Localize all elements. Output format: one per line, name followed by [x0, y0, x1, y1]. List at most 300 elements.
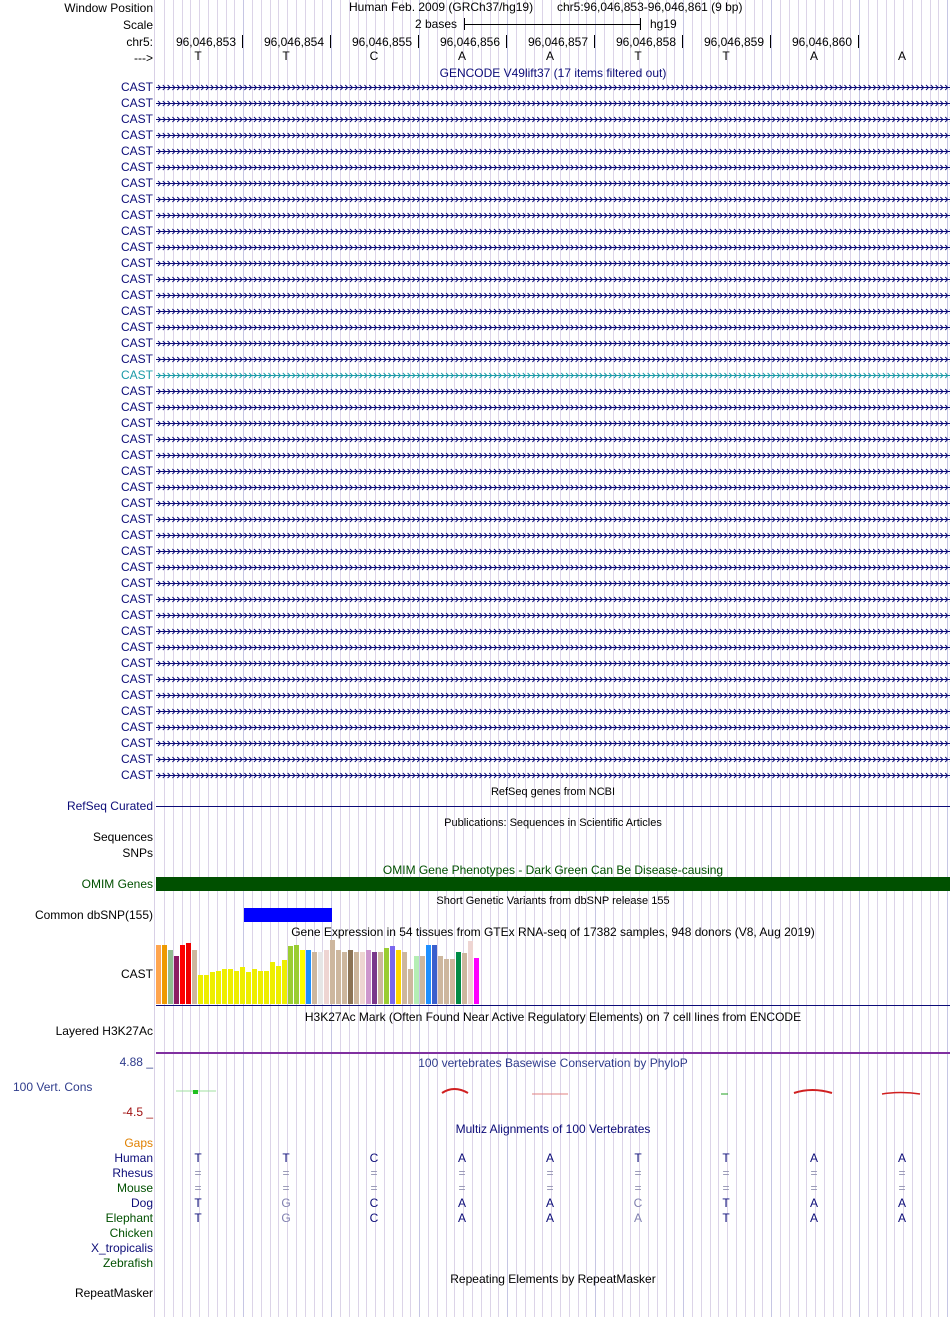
repeatmasker-title: Repeating Elements by RepeatMasker — [450, 1272, 656, 1286]
phylop-label[interactable]: 100 Vert. Cons — [13, 1080, 93, 1094]
gtex-tissue-bar[interactable] — [192, 950, 197, 1004]
refseq-title: RefSeq genes from NCBI — [490, 786, 616, 798]
gtex-tissue-bar[interactable] — [408, 969, 413, 1004]
transcript-line[interactable] — [156, 720, 950, 734]
alignment-base: A — [897, 1211, 906, 1225]
transcript-row[interactable] — [156, 528, 950, 542]
base-letter: A — [457, 49, 466, 63]
gtex-tissue-bar[interactable] — [180, 945, 185, 1004]
alignment-base: = — [722, 1166, 730, 1180]
transcript-line[interactable] — [156, 384, 950, 398]
h3k27ac-label[interactable]: Layered H3K27Ac — [55, 1024, 153, 1038]
transcript-row[interactable] — [156, 192, 950, 206]
gtex-tissue-bar[interactable] — [426, 945, 431, 1004]
ruler-tick-label: 96,046,859 — [703, 35, 764, 49]
phylop-segment — [442, 1089, 468, 1093]
transcript-label[interactable]: CAST — [120, 368, 153, 382]
gtex-tissue-bar[interactable] — [222, 969, 227, 1004]
transcript-row[interactable] — [156, 112, 950, 126]
species-label[interactable]: X_tropicalis — [90, 1241, 153, 1255]
refseq-label[interactable]: RefSeq Curated — [66, 799, 153, 813]
gtex-tissue-bar[interactable] — [444, 959, 449, 1004]
phylop-min-label: -4.5 _ — [122, 1105, 153, 1119]
transcript-label[interactable]: CAST — [120, 528, 153, 542]
gtex-tissue-bar[interactable] — [432, 945, 437, 1004]
transcript-line[interactable] — [156, 624, 950, 638]
transcript-line[interactable] — [156, 576, 950, 590]
transcript-row[interactable] — [156, 336, 950, 350]
transcript-line[interactable] — [156, 160, 950, 174]
alignment-base: = — [722, 1181, 730, 1195]
transcript-line[interactable] — [156, 544, 950, 558]
alignment-base: C — [369, 1196, 379, 1210]
transcript-label[interactable]: CAST — [120, 416, 153, 430]
assembly-title: Human Feb. 2009 (GRCh37/hg19) — [349, 0, 534, 14]
gtex-tissue-bar[interactable] — [312, 952, 317, 1004]
alignment-base: T — [282, 1151, 290, 1165]
base-letter: C — [369, 49, 379, 63]
transcript-row[interactable] — [156, 464, 950, 478]
transcript-line[interactable] — [156, 112, 950, 126]
scale-bar — [464, 17, 641, 31]
alignment-base: C — [633, 1196, 643, 1210]
gtex-tissue-bar[interactable] — [168, 950, 173, 1004]
transcript-label[interactable]: CAST — [120, 464, 153, 478]
gtex-tissue-bar[interactable] — [270, 962, 275, 1004]
transcript-row[interactable] — [156, 432, 950, 446]
h3k27ac-title: H3K27Ac Mark (Often Found Near Active Regulatory Elements) on 7 cell lines from ENCODE — [304, 1010, 802, 1024]
transcript-line[interactable] — [156, 192, 950, 206]
transcript-line[interactable] — [156, 304, 950, 318]
transcript-line[interactable] — [156, 688, 950, 702]
transcript-row[interactable] — [156, 352, 950, 366]
transcript-line[interactable] — [156, 416, 950, 430]
transcript-line[interactable] — [156, 560, 950, 574]
alignment-base: C — [369, 1211, 379, 1225]
transcript-row[interactable] — [156, 240, 950, 254]
base-letter: A — [897, 49, 906, 63]
gtex-tissue-bar[interactable] — [468, 941, 473, 1004]
ruler-tick-label: 96,046,855 — [351, 35, 412, 49]
gtex-tissue-bar[interactable] — [186, 943, 191, 1004]
gtex-tissue-bar[interactable] — [420, 956, 425, 1004]
transcript-label[interactable]: CAST — [120, 752, 153, 766]
species-label[interactable]: Elephant — [105, 1211, 153, 1225]
gtex-tissue-bar[interactable] — [252, 969, 257, 1004]
gtex-tissue-bar[interactable] — [306, 950, 311, 1004]
alignment-base: G — [281, 1196, 291, 1210]
transcript-row[interactable] — [156, 544, 950, 558]
transcript-label[interactable]: CAST — [120, 304, 153, 318]
transcript-row[interactable] — [156, 672, 950, 686]
gtex-tissue-bar[interactable] — [324, 950, 329, 1004]
sequences-label[interactable]: Sequences — [92, 830, 153, 844]
transcript-label[interactable]: CAST — [120, 576, 153, 590]
gtex-tissue-bar[interactable] — [366, 950, 371, 1004]
gaps-label[interactable]: Gaps — [124, 1136, 153, 1150]
transcript-line[interactable] — [156, 448, 950, 462]
transcript-row[interactable] — [156, 80, 950, 94]
transcript-line[interactable] — [156, 704, 950, 718]
transcript-line[interactable] — [156, 400, 950, 414]
transcript-label[interactable]: CAST — [120, 400, 153, 414]
ruler-tick — [770, 35, 771, 48]
alignment-base: A — [545, 1196, 554, 1210]
db-label: hg19 — [650, 17, 677, 31]
gtex-tissue-bar[interactable] — [396, 950, 401, 1004]
transcript-label[interactable]: CAST — [120, 672, 153, 686]
dbsnp-title: Short Genetic Variants from dbSNP release 155 — [436, 895, 670, 907]
transcript-line[interactable] — [156, 272, 950, 286]
alignment-base: A — [897, 1151, 906, 1165]
transcript-row[interactable] — [156, 96, 950, 110]
alignment-base: = — [194, 1181, 202, 1195]
alignment-base: = — [898, 1181, 906, 1195]
alignment-base: A — [457, 1151, 466, 1165]
transcript-row[interactable] — [156, 640, 950, 654]
gtex-tissue-bar[interactable] — [462, 953, 467, 1004]
alignment-base: A — [809, 1211, 818, 1225]
ruler-tick-label: 96,046,856 — [439, 35, 500, 49]
transcript-row[interactable] — [156, 688, 950, 702]
species-label[interactable]: Human — [114, 1151, 153, 1165]
gtex-tissue-bar[interactable] — [360, 952, 365, 1004]
alignment-base: = — [634, 1181, 642, 1195]
transcript-row[interactable] — [156, 208, 950, 222]
gtex-tissue-bar[interactable] — [174, 956, 179, 1004]
gtex-tissue-bar[interactable] — [438, 956, 443, 1004]
transcript-label[interactable]: CAST — [120, 496, 153, 510]
alignment-base: = — [634, 1166, 642, 1180]
transcript-row[interactable] — [156, 256, 950, 270]
transcript-line[interactable] — [156, 640, 950, 654]
repeatmasker-label[interactable]: RepeatMasker — [74, 1286, 153, 1300]
transcript-row[interactable] — [156, 592, 950, 606]
gtex-tissue-bar[interactable] — [276, 966, 281, 1004]
transcript-row[interactable] — [156, 480, 950, 494]
alignment-base: A — [633, 1211, 642, 1225]
strand-label: ---> — [134, 51, 153, 65]
gtex-tissue-bar[interactable] — [198, 975, 203, 1004]
gtex-tissue-bar[interactable] — [156, 945, 161, 1004]
gtex-tissue-bar[interactable] — [228, 969, 233, 1004]
gtex-baseline — [156, 1005, 950, 1006]
alignment-base: A — [897, 1196, 906, 1210]
gtex-tissue-bar[interactable] — [378, 952, 383, 1004]
transcript-label[interactable]: CAST — [120, 192, 153, 206]
alignment-base: = — [458, 1181, 466, 1195]
transcript-label[interactable]: CAST — [120, 80, 153, 94]
gtex-tissue-bar[interactable] — [318, 952, 323, 1004]
gtex-tissue-bar[interactable] — [330, 940, 335, 1004]
phylop-title: 100 vertebrates Basewise Conservation by PhyloP — [418, 1056, 688, 1070]
alignment-base: = — [282, 1181, 290, 1195]
transcript-row[interactable] — [156, 320, 950, 334]
refseq-line[interactable] — [156, 806, 950, 807]
transcript-line[interactable] — [156, 480, 950, 494]
gtex-bar-chart[interactable] — [156, 940, 556, 1004]
alignment-base: A — [457, 1196, 466, 1210]
phylop-segment — [794, 1090, 832, 1093]
ruler-tick-label: 96,046,858 — [615, 35, 676, 49]
alignment-base: = — [370, 1181, 378, 1195]
gtex-tissue-bar[interactable] — [348, 950, 353, 1004]
transcript-row[interactable] — [156, 288, 950, 302]
chrom-label: chr5: — [126, 35, 153, 49]
transcript-label[interactable]: CAST — [120, 704, 153, 718]
transcript-label[interactable]: CAST — [120, 224, 153, 238]
transcript-line[interactable] — [156, 528, 950, 542]
transcript-line[interactable] — [156, 176, 950, 190]
gtex-tissue-bar[interactable] — [282, 960, 287, 1004]
transcript-row[interactable] — [156, 304, 950, 318]
alignment-base: T — [194, 1151, 202, 1165]
transcript-label[interactable]: CAST — [120, 608, 153, 622]
gtex-tissue-bar[interactable] — [414, 956, 419, 1004]
transcript-row[interactable] — [156, 224, 950, 238]
alignment-base: T — [194, 1196, 202, 1210]
alignment-base: = — [810, 1181, 818, 1195]
gtex-tissue-bar[interactable] — [450, 959, 455, 1004]
h3k27ac-line[interactable] — [156, 1052, 950, 1054]
transcript-row[interactable] — [156, 656, 950, 670]
alignment-base: T — [722, 1196, 730, 1210]
omim-bar[interactable] — [156, 877, 950, 891]
alignment-base: A — [457, 1211, 466, 1225]
gtex-tissue-bar[interactable] — [294, 945, 299, 1004]
transcript-label[interactable]: CAST — [120, 272, 153, 286]
transcript-label[interactable]: CAST — [120, 512, 153, 526]
alignment-base: = — [194, 1166, 202, 1180]
gtex-tissue-bar[interactable] — [204, 975, 209, 1004]
ruler-tick-label: 96,046,857 — [527, 35, 588, 49]
gtex-tissue-bar[interactable] — [474, 958, 479, 1004]
transcript-label[interactable]: CAST — [120, 96, 153, 110]
transcript-line[interactable] — [156, 768, 950, 782]
alignment-base: T — [722, 1211, 730, 1225]
gtex-tissue-bar[interactable] — [336, 950, 341, 1004]
transcript-line[interactable] — [156, 592, 950, 606]
transcript-row[interactable] — [156, 624, 950, 638]
omim-label[interactable]: OMIM Genes — [81, 877, 153, 891]
gtex-title: Gene Expression in 54 tissues from GTEx RNA-seq of 17382 samples, 948 donors (V8, Aug 2019) — [291, 925, 815, 939]
transcript-line[interactable] — [156, 96, 950, 110]
transcript-row[interactable] — [156, 368, 950, 382]
transcript-row[interactable] — [156, 272, 950, 286]
transcript-label[interactable]: CAST — [120, 240, 153, 254]
alignment-base: = — [370, 1166, 378, 1180]
transcript-label[interactable]: CAST — [120, 544, 153, 558]
transcript-label[interactable]: CAST — [120, 384, 153, 398]
gencode-title: GENCODE V49lift37 (17 items filtered out) — [439, 66, 667, 80]
ruler-tick — [330, 35, 331, 48]
transcript-label[interactable]: CAST — [120, 320, 153, 334]
transcript-label[interactable]: CAST — [120, 144, 153, 158]
label-divider — [154, 0, 155, 1317]
alignment-base: = — [898, 1166, 906, 1180]
ruler-tick-label: 96,046,854 — [263, 35, 324, 49]
transcript-label[interactable]: CAST — [120, 624, 153, 638]
gtex-tissue-bar[interactable] — [456, 952, 461, 1004]
transcript-label[interactable]: CAST — [120, 736, 153, 750]
transcript-label[interactable]: CAST — [120, 592, 153, 606]
transcript-line[interactable] — [156, 368, 950, 382]
transcript-label[interactable]: CAST — [120, 288, 153, 302]
transcript-label[interactable]: CAST — [120, 160, 153, 174]
species-label[interactable]: Rhesus — [112, 1166, 153, 1180]
alignment-base: A — [545, 1151, 554, 1165]
phylop-graph[interactable] — [156, 1078, 950, 1102]
transcript-label[interactable]: CAST — [120, 720, 153, 734]
transcript-line[interactable] — [156, 224, 950, 238]
transcript-line[interactable] — [156, 128, 950, 142]
ruler-tick — [594, 35, 595, 48]
alignment-base: = — [546, 1166, 554, 1180]
transcript-label[interactable]: CAST — [120, 112, 153, 126]
ruler-tick-label: 96,046,860 — [791, 35, 852, 49]
snps-label[interactable]: SNPs — [122, 846, 153, 860]
base-letter: T — [722, 49, 730, 63]
transcript-row[interactable] — [156, 768, 950, 782]
phylop-max-label: 4.88 _ — [119, 1055, 153, 1069]
gtex-tissue-bar[interactable] — [354, 952, 359, 1004]
alignment-base: A — [545, 1211, 554, 1225]
ruler-tick — [682, 35, 683, 48]
transcript-line[interactable] — [156, 432, 950, 446]
omim-title: OMIM Gene Phenotypes - Dark Green Can Be Disease-causing — [382, 863, 724, 877]
transcript-line[interactable] — [156, 496, 950, 510]
alignment-base: C — [369, 1151, 379, 1165]
gtex-tissue-bar[interactable] — [264, 971, 269, 1004]
scale-text: 2 bases — [415, 17, 458, 31]
gtex-tissue-bar[interactable] — [246, 972, 251, 1004]
transcript-line[interactable] — [156, 320, 950, 334]
base-letter: T — [634, 49, 642, 63]
multiz-title: Multiz Alignments of 100 Vertebrates — [455, 1122, 651, 1136]
transcript-row[interactable] — [156, 704, 950, 718]
transcript-label[interactable]: CAST — [120, 336, 153, 350]
ruler-tick — [506, 35, 507, 48]
transcript-label[interactable]: CAST — [120, 128, 153, 142]
window-position-label: Window Position — [64, 1, 153, 15]
transcript-line[interactable] — [156, 736, 950, 750]
alignment-base: T — [722, 1151, 730, 1165]
transcript-label[interactable]: CAST — [120, 768, 153, 782]
transcript-line[interactable] — [156, 512, 950, 526]
gtex-tissue-bar[interactable] — [300, 950, 305, 1004]
alignment-base: A — [809, 1196, 818, 1210]
ruler-tick — [242, 35, 243, 48]
gtex-tissue-bar[interactable] — [162, 945, 167, 1004]
transcript-row[interactable] — [156, 448, 950, 462]
transcript-row[interactable] — [156, 416, 950, 430]
position-text[interactable]: chr5:96,046,853-96,046,861 (9 bp) — [557, 0, 743, 14]
species-label[interactable]: Zebrafish — [102, 1256, 153, 1270]
transcript-row[interactable] — [156, 144, 950, 158]
transcript-row[interactable] — [156, 576, 950, 590]
species-label[interactable]: Chicken — [109, 1226, 153, 1240]
transcript-row[interactable] — [156, 128, 950, 142]
transcript-label[interactable]: CAST — [120, 432, 153, 446]
alignment-base: = — [458, 1166, 466, 1180]
transcript-line[interactable] — [156, 208, 950, 222]
transcript-row[interactable] — [156, 384, 950, 398]
transcript-row[interactable] — [156, 560, 950, 574]
transcript-row[interactable] — [156, 736, 950, 750]
transcript-line[interactable] — [156, 608, 950, 622]
transcript-line[interactable] — [156, 288, 950, 302]
gtex-tissue-bar[interactable] — [234, 971, 239, 1004]
dbsnp-variant[interactable] — [244, 908, 332, 922]
ruler-tick — [418, 35, 419, 48]
transcript-label[interactable]: CAST — [120, 640, 153, 654]
species-label[interactable]: Dog — [130, 1196, 153, 1210]
phylop-segment — [193, 1090, 198, 1094]
alignment-base: = — [810, 1166, 818, 1180]
transcript-row[interactable] — [156, 608, 950, 622]
gtex-tissue-bar[interactable] — [372, 952, 377, 1004]
transcript-line[interactable] — [156, 336, 950, 350]
alignment-base: = — [546, 1181, 554, 1195]
ruler-tick-label: 96,046,853 — [175, 35, 236, 49]
transcript-line[interactable] — [156, 240, 950, 254]
gtex-label[interactable]: CAST — [120, 967, 153, 981]
alignment-base: G — [281, 1211, 291, 1225]
transcript-label[interactable]: CAST — [120, 560, 153, 574]
transcript-label[interactable]: CAST — [120, 176, 153, 190]
transcript-row[interactable] — [156, 400, 950, 414]
transcript-row[interactable] — [156, 160, 950, 174]
transcript-label[interactable]: CAST — [120, 352, 153, 366]
gtex-tissue-bar[interactable] — [384, 948, 389, 1004]
alignment-base: T — [194, 1211, 202, 1225]
transcript-row[interactable] — [156, 720, 950, 734]
transcript-line[interactable] — [156, 144, 950, 158]
transcript-line[interactable] — [156, 80, 950, 94]
transcript-label[interactable]: CAST — [120, 256, 153, 270]
transcript-row[interactable] — [156, 496, 950, 510]
transcript-line[interactable] — [156, 464, 950, 478]
gtex-tissue-bar[interactable] — [240, 967, 245, 1004]
alignment-base: = — [282, 1166, 290, 1180]
transcript-row[interactable] — [156, 752, 950, 766]
species-label[interactable]: Mouse — [116, 1181, 153, 1195]
gtex-tissue-bar[interactable] — [402, 952, 407, 1004]
transcript-row[interactable] — [156, 176, 950, 190]
transcript-label[interactable]: CAST — [120, 688, 153, 702]
transcript-line[interactable] — [156, 656, 950, 670]
dbsnp-label[interactable]: Common dbSNP(155) — [34, 908, 153, 922]
transcript-line[interactable] — [156, 752, 950, 766]
alignment-base: A — [809, 1151, 818, 1165]
gtex-tissue-bar[interactable] — [210, 972, 215, 1004]
gtex-tissue-bar[interactable] — [342, 952, 347, 1004]
gtex-tissue-bar[interactable] — [258, 971, 263, 1004]
publications-title: Publications: Sequences in Scientific Articles — [444, 817, 662, 829]
transcript-label[interactable]: CAST — [120, 208, 153, 222]
transcript-line[interactable] — [156, 352, 950, 366]
gtex-tissue-bar[interactable] — [216, 971, 221, 1004]
transcript-line[interactable] — [156, 256, 950, 270]
transcript-label[interactable]: CAST — [120, 480, 153, 494]
base-letter: A — [545, 49, 554, 63]
transcript-line[interactable] — [156, 672, 950, 686]
gtex-tissue-bar[interactable] — [390, 946, 395, 1004]
transcript-label[interactable]: CAST — [120, 448, 153, 462]
transcript-row[interactable] — [156, 512, 950, 526]
transcript-label[interactable]: CAST — [120, 656, 153, 670]
gtex-tissue-bar[interactable] — [288, 946, 293, 1004]
